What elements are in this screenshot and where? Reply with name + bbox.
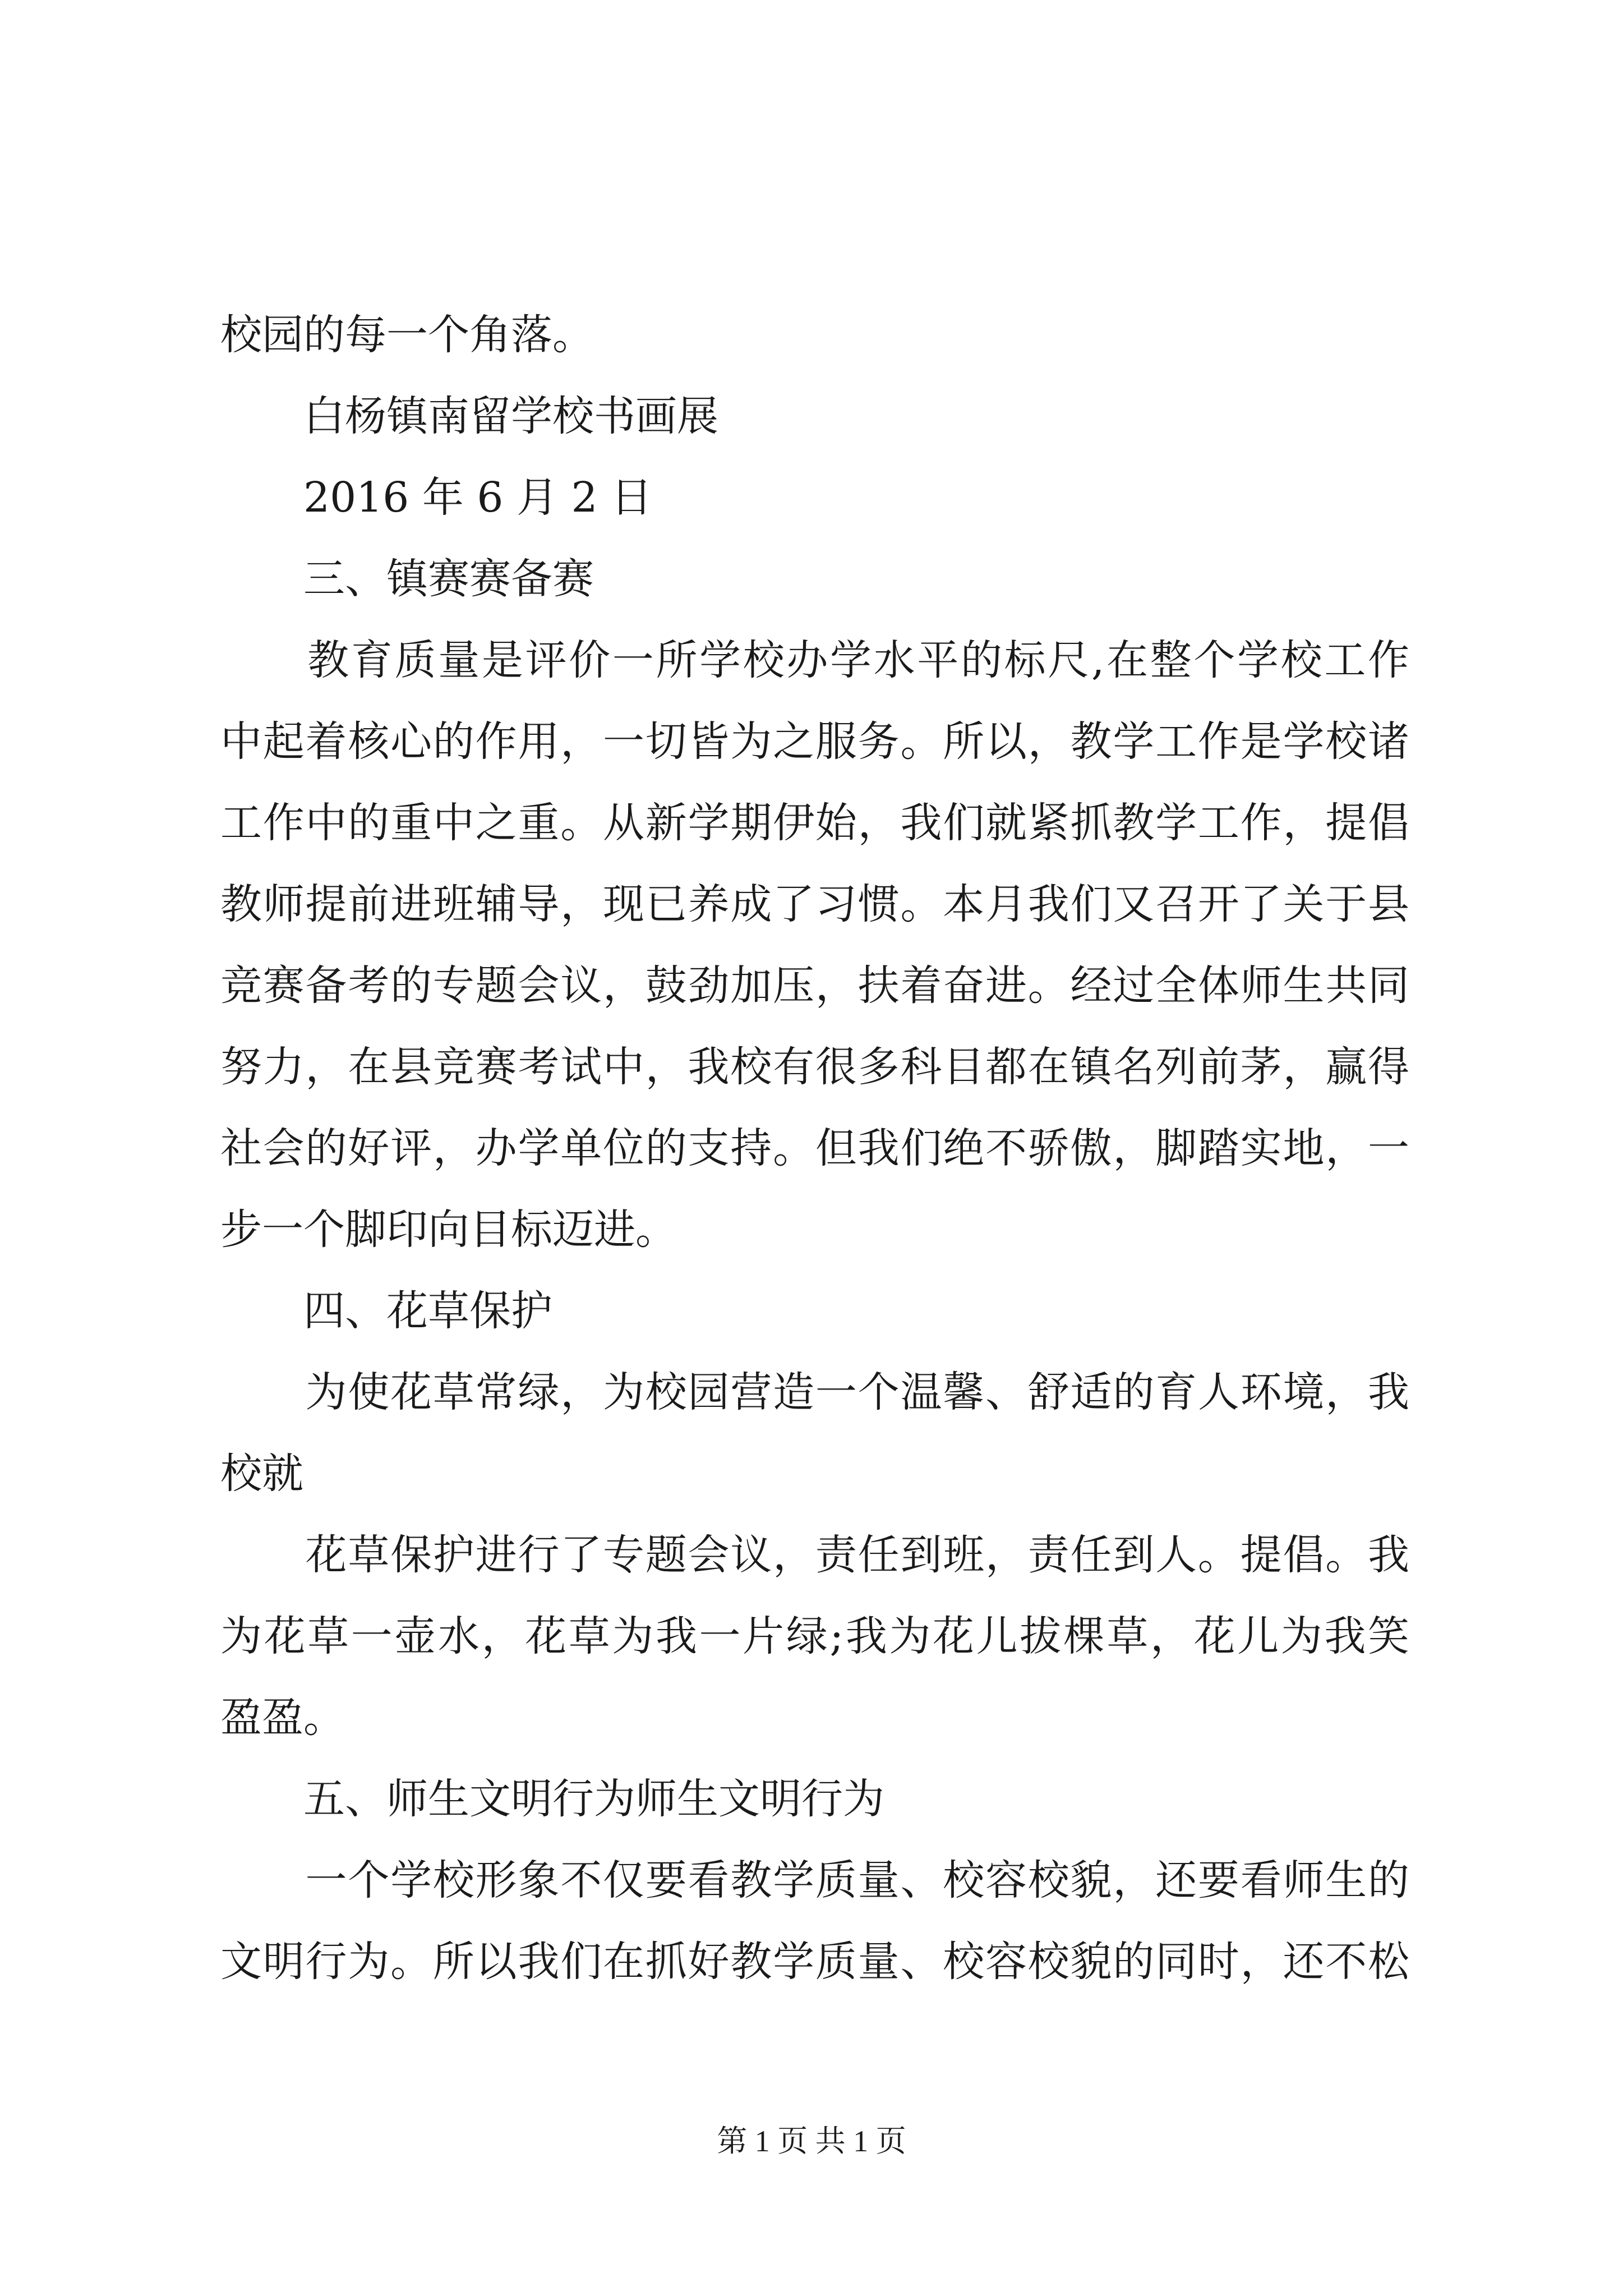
- text-line-10: 努力，在县竞赛考试中，我校有很多科目都在镇名列前茅，赢得: [220, 1043, 1409, 1091]
- text-line-11: 社会的好评，办学单位的支持。但我们绝不骄傲，脚踏实地，一: [220, 1124, 1409, 1172]
- text-line-9: 竞赛备考的专题会议，鼓劲加压，扶着奋进。经过全体师生共同: [220, 961, 1409, 1010]
- text-line-12: 步一个脚印向目标迈进。: [220, 1205, 677, 1254]
- page-footer: 第 1 页 共 1 页: [717, 2124, 906, 2158]
- text-line-16: 花草保护进行了专题会议，责任到班，责任到人。提倡。我: [220, 1531, 1409, 1579]
- text-line-20: 一个学校形象不仅要看教学质量、校容校貌，还要看师生的: [220, 1856, 1409, 1904]
- text-line-17: 为花草一壶水，花草为我一片绿;我为花儿拔棵草，花儿为我笑: [220, 1612, 1409, 1660]
- text-line-7: 工作中的重中之重。从新学期伊始，我们就紧抓教学工作，提倡: [220, 799, 1409, 847]
- exhibition-title-line: 白杨镇南留学校书画展: [220, 392, 718, 440]
- text-line-18: 盈盈。: [220, 1694, 345, 1742]
- date-line: 2016 年 6 月 2 日: [220, 473, 653, 522]
- section-heading-5: 五、师生文明行为师生文明行为: [220, 1775, 884, 1823]
- text-line-6: 中起着核心的作用，一切皆为之服务。所以，教学工作是学校诸: [220, 717, 1409, 766]
- text-line-21: 文明行为。所以我们在抓好教学质量、校容校貌的同时，还不松: [220, 1938, 1409, 1986]
- text-line-14: 为使花草常绿，为校园营造一个温馨、舒适的育人环境，我: [220, 1368, 1409, 1416]
- text-line-5: 教育质量是评价一所学校办学水平的标尺,在整个学校工作: [220, 636, 1409, 684]
- section-heading-4: 四、花草保护: [220, 1287, 552, 1335]
- text-line-8: 教师提前进班辅导，现已养成了习惯。本月我们又召开了关于县: [220, 880, 1409, 928]
- text-line-15: 校就: [220, 1450, 303, 1498]
- section-heading-3: 三、镇赛赛备赛: [220, 555, 594, 603]
- text-line-1: 校园的每一个角落。: [220, 311, 594, 359]
